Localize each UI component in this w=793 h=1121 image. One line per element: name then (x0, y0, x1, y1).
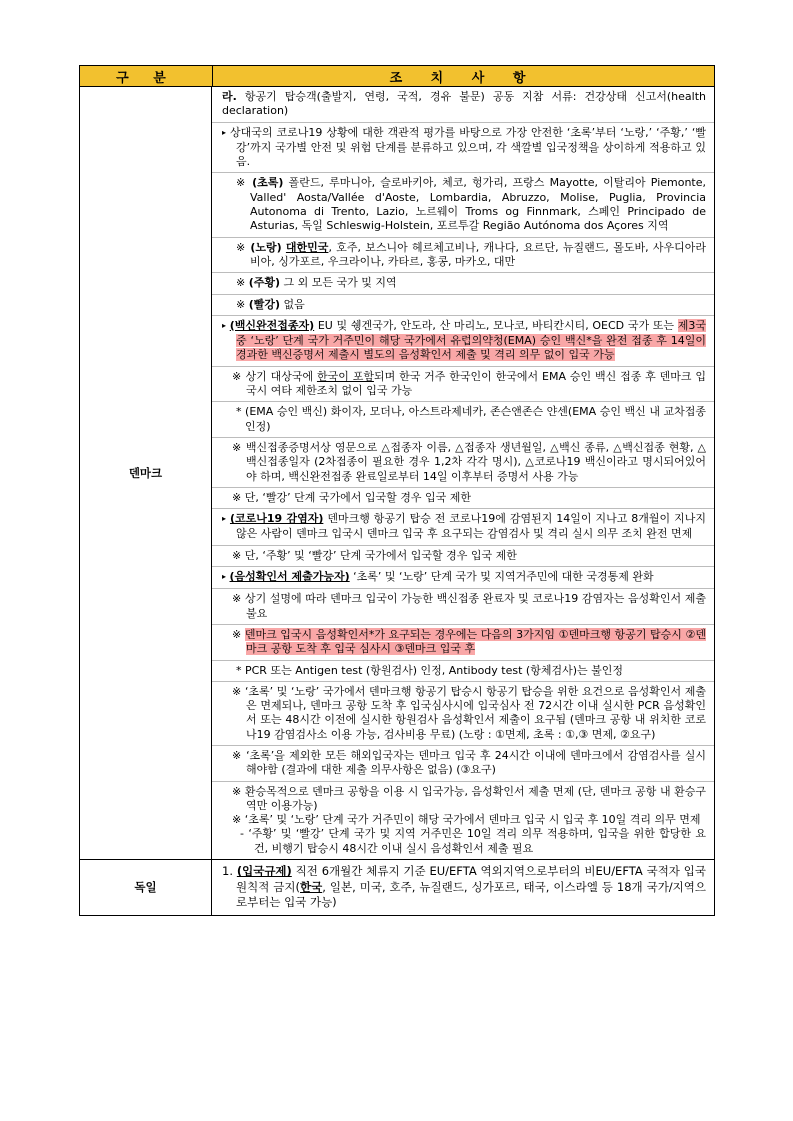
reference-mark-icon: ※ (232, 592, 242, 606)
header-measures: 조 치 사 항 (389, 70, 538, 86)
certificate-note: 백신접종증명서상 영문으로 △접종자 이름, △접종자 생년월일, △백신 종류, △백신접종 현황, △백신접종일자 (2차접종이 필요한 경우 1,2차 각각 명시), △코로나19 백신이라고 명시되어있어야 하며, 백신완전접종 완료일로부터 14일 이후부터 증명서 사용 가능 (245, 440, 706, 483)
green-label: (초록) (252, 176, 284, 190)
item-ra-text: 항공기 탑승객(출발지, 연령, 국적, 경유 불문) 공동 지참 서류: 건강상태 신고서(health declaration) (222, 90, 706, 118)
orange-list-para (236, 276, 706, 290)
red-list-para (236, 298, 706, 312)
reference-mark-icon: ※ (232, 627, 242, 641)
vaccinated-para (222, 319, 706, 363)
pcr-note-block (212, 661, 714, 682)
negative-test-text: ‘초록’ 및 ‘노랑’ 단계 국가 및 지역거주민에 대한 국경통제 완화 (349, 570, 654, 584)
germany-entry-text1: 직전 6개월간 체류지 기준 EU/EFTA 역외지역으로부터의 비EU/EFTA 국적자 입국 원칙적 금지( (236, 864, 706, 894)
triangle-bullet-icon: ▸ (222, 572, 227, 582)
table-row-germany (80, 860, 714, 915)
certificate-para (232, 441, 706, 484)
yellow-countries: , 호주, 보스니아 헤르체고비나, 캐나다, 요르단, 뉴질랜드, 몰도바, 사우디아라비아, 싱가포르, 우크라이나, 카타르, 홍콩, 마카오, 대만 (250, 240, 707, 268)
negative-note2-block (212, 625, 714, 661)
vaccinated-highlight: 제3국 중 ‘노랑’ 단계 국가 거주민이 해당 국가에서 유럽의약청(EMA) 승인 백신*을 완전 접종 후 14일이 경과한 백신증명서 제출시 별도의 음성확인서 제출 및 격리 의무 없이 입국 가능 (236, 318, 706, 362)
negative-note1: 상기 설명에 따라 덴마크 입국이 가능한 백신접종 완료자 및 코로나19 감염자는 음성확인서 제출 불요 (244, 592, 706, 620)
yellow-label: (노랑) (250, 240, 282, 254)
reference-mark-icon: ※ (232, 784, 242, 798)
orange-countries: 그 외 모든 국가 및 지역 (280, 276, 397, 290)
ema-vaccine-block (212, 402, 714, 438)
recovered-para (222, 512, 706, 542)
red-entry-block (212, 488, 714, 509)
ema-vaccine-note: * (EMA 승인 백신) 화이자, 모더나, 아스트라제네카, 존슨앤존슨 얀센(EMA 승인 백신 내 교차접종 인정) (236, 405, 706, 433)
vaccinated-label: (백신완전접종자) (229, 318, 315, 332)
recovered-note-para (232, 549, 706, 563)
reference-mark-icon: ※ (236, 176, 247, 190)
recovered-block (212, 509, 714, 546)
transit-note: 환승목적으로 덴마크 공항을 이용 시 입국가능, 음성확인서 제출 면제 (단, 덴마크 공항 내 환승구역만 이용가능) (244, 784, 707, 812)
orange-label: (주황) (248, 276, 281, 290)
korea-included-block (212, 367, 714, 403)
red-countries: 없음 (280, 297, 305, 311)
reference-mark-icon: ※ (232, 684, 242, 698)
negative-test-block (212, 567, 714, 589)
red-list-block (212, 295, 714, 316)
table-row-denmark (80, 87, 714, 860)
green-list-block (212, 173, 714, 237)
negative-test-label: (음성확인서 제출가능자) (229, 570, 350, 584)
item-ra-label: 라. (222, 90, 237, 103)
country-cell-germany: 독일 (80, 860, 212, 915)
transit-para (232, 785, 706, 814)
yellow-list-block (212, 238, 714, 274)
negative-note3: ‘초록’ 및 ‘노랑’ 국가에서 덴마크행 항공기 탑승시 항공기 탑승을 위한 요건으로 음성확인서 제출은 면제되나, 덴마크 공항 도착 후 입국심사시에 입국심사 전 72시간 이내 실시한 PCR 음성확인서 또는 48시간 이전에 실시한 항원검사 음성확인서 제출이 요구됨 (덴마크 공항 내 위치한 코로나19 감염검사소 이용 가능, 검사비용 무료) (노랑 : ①면제, 초록 : ①,③ 면제, ②요구) (244, 684, 706, 741)
negative-note3-block (212, 682, 714, 746)
certificate-block (212, 438, 714, 488)
reference-mark-icon: ※ (232, 548, 242, 562)
reference-mark-icon: ※ (236, 240, 247, 254)
reference-mark-icon: ※ (232, 748, 242, 762)
red-entry-para (232, 491, 706, 505)
color-policy-block (212, 123, 714, 174)
green-countries: 폴란드, 루마니아, 슬로바키아, 체코, 헝가리, 프랑스 Mayotte, 이탈리아 Piemonte, Valled' Aosta/Vallée d'Aoste, Lombardia, Abruzzo, Molise, Puglia, Provincia Autonoma di Trento, Lazio, 노르웨이 Troms og Finnmark, 스페인 Principado de Asturias, 독일 Schleswig-Holstein, 포르투갈 Região Autónoma dos Açores 지역 (250, 176, 707, 233)
quarantine-sub-note: ‘주황’ 및 ‘빨강’ 단계 국가 및 지역 거주민은 10일 격리 의무 적용하며, 입국을 위한 합당한 요건, 비행기 탑승시 48시간 이내 실시 음성확인서 제출 필요 (248, 827, 706, 855)
vaccinated-text: EU 및 쉥겐국가, 안도라, 산 마리노, 모나코, 바티칸시티, OECD 국가 또는 (314, 318, 678, 332)
negative-note4-para (232, 749, 706, 778)
green-list-para (236, 176, 706, 233)
transit-quarantine-block (212, 782, 714, 859)
negative-note3-para (232, 685, 706, 742)
measures-cell-denmark (212, 87, 714, 859)
korea-included-underline: 한국이 포함 (316, 369, 374, 383)
reference-mark-icon: ※ (232, 369, 242, 383)
yellow-list-para (236, 241, 706, 270)
germany-entry-para (222, 864, 706, 911)
reference-mark-icon: ※ (232, 813, 242, 827)
negative-note4: ‘초록’을 제외한 모든 해외입국자는 덴마크 입국 후 24시간 이내에 덴마크에서 감염검사를 실시해야함 (결과에 대한 제출 의무사항은 없음) (③요구) (246, 748, 706, 777)
dash-bullet: - (240, 827, 244, 841)
germany-entry-text2: , 일본, 미국, 호주, 뉴질랜드, 싱가포르, 태국, 이스라엘 등 18개 국가/지역으로부터는 입국 가능) (236, 879, 707, 910)
reference-mark-icon: ※ (232, 490, 242, 504)
quarantine-para (232, 813, 706, 827)
health-declaration-para (212, 87, 714, 123)
triangle-bullet-icon: ▸ (222, 320, 227, 330)
measures-table (79, 65, 715, 916)
germany-entry-label: (입국규제) (236, 864, 292, 879)
recovered-text: 덴마크행 항공기 탑승 전 코로나19에 감염된지 14일이 지나고 8개월이 지나지 않은 사람이 덴마크 입국시 덴마크 입국 후 요구되는 감염검사 및 격리 실시 의무 조치 완전 면제 (236, 512, 706, 541)
korea-included-para (232, 370, 706, 399)
korea-included-text-b: 되며 한국 거주 한국인이 한국에서 EMA 승인 백신 접종 후 덴마크 입국시 여타 제한조치 없이 입국 가능 (246, 369, 707, 398)
pcr-note: * PCR 또는 Antigen test (항원검사) 인정, Antibody test (항체검사)는 불인정 (236, 663, 624, 677)
header-category: 구 분 (80, 66, 213, 86)
reference-mark-icon: ※ (236, 297, 246, 311)
korea-included-text-a: 상기 대상국에 (245, 369, 317, 383)
negative-note1-para (232, 592, 706, 621)
triangle-bullet-icon: ▸ (222, 514, 227, 524)
negative-test-para (222, 570, 706, 585)
reference-mark-icon: ※ (232, 440, 242, 454)
negative-note1-block (212, 589, 714, 625)
recovered-note-block (212, 546, 714, 567)
quarantine-note: ‘초록’ 및 ‘노랑’ 단계 국가 거주민이 해당 국가에서 덴마크 입국 시 입국 후 10일 격리 의무 면제 (244, 813, 701, 827)
recovered-note: 단, ‘주황’ 및 ‘빨강’ 단계 국가에서 입국할 경우 입국 제한 (244, 548, 517, 562)
color-policy-para (222, 126, 706, 170)
triangle-bullet-icon: ▸ (222, 127, 227, 137)
country-cell-denmark: 덴마크 (80, 87, 212, 859)
recovered-label: (코로나19 감염자) (229, 512, 324, 526)
quarantine-sub-para (240, 827, 706, 856)
reference-mark-icon: ※ (236, 276, 246, 290)
germany-entry-korea: 한국 (300, 879, 323, 894)
measures-cell-germany (212, 860, 714, 915)
red-label: (빨강) (248, 297, 281, 311)
negative-note2-para (232, 628, 706, 657)
germany-item-number: 1. (222, 864, 233, 879)
color-policy-text: 상대국의 코로나19 상황에 대한 객관적 평가를 바탕으로 가장 안전한 ‘초록’부터 ‘노랑,’ ‘주황,’ ‘빨강’까지 국가별 안전 및 위험 단계를 분류하고 있으며, 각 색깔별 입국정책을 상이하게 적용하고 있음. (230, 125, 706, 169)
negative-note2-highlight: 덴마크 입국시 음성확인서*가 요구되는 경우에는 다음의 3가지임 ①덴마크행 항공기 탑승시 ②덴마크 공항 도착 후 입국 심사시 ③덴마크 입국 후 (244, 627, 706, 656)
germany-entry-block (212, 860, 714, 915)
yellow-korea: 대한민국 (285, 240, 329, 254)
red-entry-note: 단, ‘빨강’ 단계 국가에서 입국할 경우 입국 제한 (244, 490, 471, 504)
vaccinated-block (212, 316, 714, 367)
table-header (80, 66, 714, 87)
orange-list-block (212, 273, 714, 294)
negative-note4-block (212, 746, 714, 782)
